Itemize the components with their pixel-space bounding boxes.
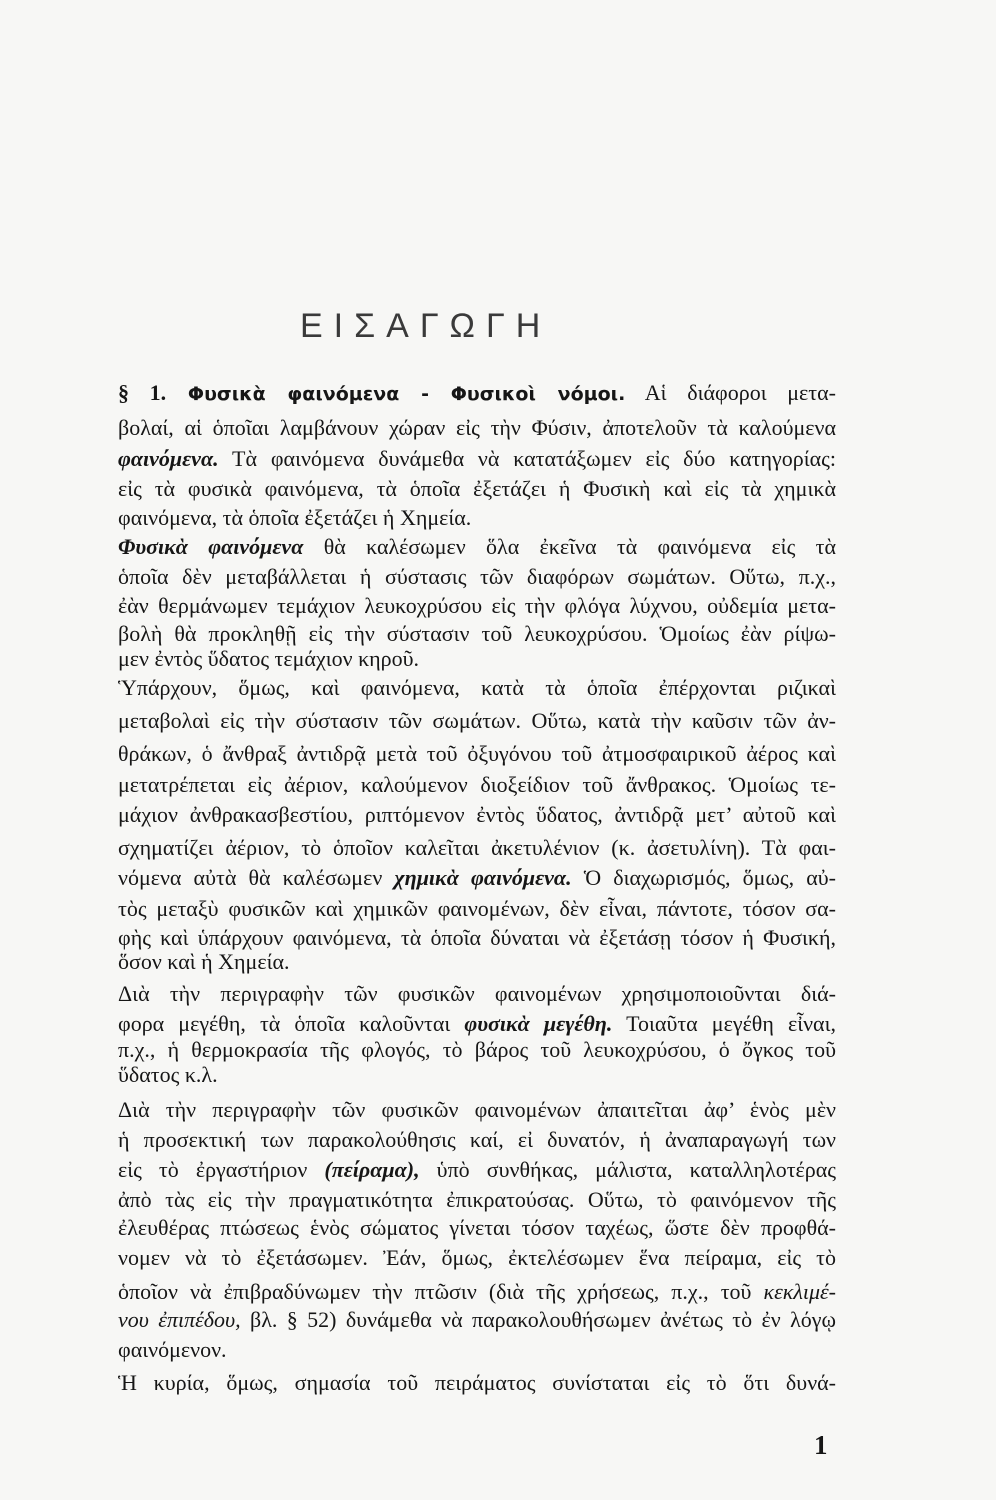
text-run: εἰς τὰ φυσικὰ φαινόμενα, τὰ ὁποῖα ἐξετάζει ἡ Φυσικὴ καὶ εἰς τὰ χημικὰ xyxy=(118,476,836,501)
text-run: ὅσον καὶ ἡ Χημεία. xyxy=(118,949,290,974)
text-run: ἐὰν θερμάνωμεν τεμάχιον λευκοχρύσου εἰς τὴν φλόγα λύχνου, οὐδεμία μετα- xyxy=(118,593,836,618)
text-run: Αἱ διάφοροι μετα- xyxy=(625,380,836,405)
text-run: ἐλευθέρας πτώσεως ἑνὸς σώματος γίνεται τόσον ταχέως, ὥστε δὲν προφθά- xyxy=(118,1215,836,1240)
text-run: θὰ καλέσωμεν ὅλα ἐκεῖνα τὰ φαινόμενα εἰς τὰ xyxy=(303,534,837,559)
text-run: θράκων, ὁ ἄνθραξ ἀντιδρᾷ μετὰ τοῦ ὀξυγόνου τοῦ ἀτμοσφαιρικοῦ ἀέρος καὶ xyxy=(118,741,836,766)
text-run: μετατρέπεται εἰς ἀέριον, καλούμενον διοξείδιον τοῦ ἄνθρακος. Ὁμοίως τε- xyxy=(118,772,836,797)
text-run: νομεν νὰ τὸ ἐξετάσωμεν. Ἐάν, ὅμως, ἐκτελέσωμεν ἕνα πείραμα, εἰς τὸ xyxy=(118,1245,836,1270)
section-number: § 1. xyxy=(118,380,167,405)
text-line xyxy=(118,1368,836,1398)
text-run: Τοιαῦτα μεγέθη εἶναι, xyxy=(612,1011,836,1036)
text-line xyxy=(118,706,836,736)
text-line xyxy=(118,591,836,621)
key-term: φυσικὰ μεγέθη. xyxy=(464,1011,613,1036)
text-line xyxy=(118,979,836,1009)
italic-term: νου ἐπιπέδου, xyxy=(118,1307,241,1332)
text-run: ἀπὸ τὰς εἰς τὴν πραγματικότητα ἐπικρατούσας. Οὕτω, τὸ φαινόμενον τῆς xyxy=(118,1187,836,1212)
text-run: φαινόμενα, τὰ ὁποῖα ἐξετάζει ἡ Χημεία. xyxy=(118,505,472,530)
key-term: φαινόμενα. xyxy=(118,446,219,471)
page-number: 1 xyxy=(814,1430,828,1460)
text-run: τὸς μεταξὺ φυσικῶν καὶ χημικῶν φαινομένων, δὲν εἶναι, πάντοτε, τόσον σα- xyxy=(118,896,836,921)
key-term: χημικὰ φαινόμενα. xyxy=(394,865,572,890)
text-line xyxy=(118,863,836,893)
text-run: Τὰ φαινόμενα δυνάμεθα νὰ κατατάξωμεν εἰς δύο κατηγορίας: xyxy=(218,446,836,471)
text-line xyxy=(118,673,836,703)
text-run: Ἡ κυρία, ὅμως, σημασία τοῦ πειράματος συνίσταται εἰς τὸ ὅτι δυνά- xyxy=(118,1370,836,1395)
text-line xyxy=(118,1305,836,1335)
key-term: Φυσικὰ φαινόμενα xyxy=(118,534,304,559)
text-line xyxy=(118,562,836,592)
text-line xyxy=(118,1125,836,1155)
text-line xyxy=(118,378,836,408)
text-line xyxy=(118,444,836,474)
text-line xyxy=(118,1060,836,1090)
text-run: βλ. § 52) δυνάμεθα νὰ παρακολουθήσωμεν ἀνέτως τὸ ἐν λόγῳ xyxy=(240,1307,836,1332)
text-line xyxy=(118,1185,836,1215)
text-line xyxy=(118,894,836,924)
text-line xyxy=(118,413,836,443)
text-line xyxy=(118,833,836,863)
text-run: εἰς τὸ ἐργαστήριον xyxy=(118,1157,325,1182)
text-line xyxy=(118,800,836,830)
text-run: ὁποῖα δὲν μεταβάλλεται ἡ σύστασις τῶν διαφόρων σωμάτων. Οὕτω, π.χ., xyxy=(118,564,836,589)
text-run: ὑπὸ συνθήκας, μάλιστα, καταλληλοτέρας xyxy=(419,1157,836,1182)
text-line xyxy=(118,503,836,533)
text-run: νόμενα αὐτὰ θὰ καλέσωμεν xyxy=(118,865,395,890)
text-run: βολαί, αἱ ὁποῖαι λαμβάνουν χώραν εἰς τὴν Φύσιν, ἀποτελοῦν τὰ καλούμενα xyxy=(118,415,836,440)
text-run: μάχιον ἀνθρακασβεστίου, ριπτόμενον ἐντὸς ὕδατος, ἀντιδρᾷ μετ’ αὐτοῦ καὶ xyxy=(118,802,836,827)
text-run: μεταβολαὶ εἰς τὴν σύστασιν τῶν σωμάτων. Οὕτω, κατὰ τὴν καῦσιν τῶν ἀν- xyxy=(118,708,836,733)
italic-term: κεκλιμέ- xyxy=(763,1279,836,1304)
text-run: φαινόμενον. xyxy=(118,1337,227,1362)
chapter-title: ΕΙΣΑΓΩΓΗ xyxy=(300,307,552,345)
text-run: μεν ἐντὸς ὕδατος τεμάχιον κηροῦ. xyxy=(118,646,420,671)
text-line xyxy=(118,1335,836,1365)
text-line xyxy=(118,474,836,504)
text-line xyxy=(118,770,836,800)
text-line xyxy=(118,1095,836,1125)
text-line xyxy=(118,532,836,562)
section-heading: Φυσικὰ φαινόμενα - Φυσικοὶ νόμοι. xyxy=(166,383,626,405)
text-line xyxy=(118,1155,836,1185)
text-run: ὕδατος κ.λ. xyxy=(118,1062,218,1087)
text-run: φορα μεγέθη, τὰ ὁποῖα καλοῦνται xyxy=(118,1011,465,1036)
text-run: Διὰ τὴν περιγραφὴν τῶν φυσικῶν φαινομένων χρησιμοποιοῦνται διά- xyxy=(118,981,836,1006)
text-run: φὴς καὶ ὑπάρχουν φαινόμενα, τὰ ὁποῖα δύναται νὰ ἐξετάσῃ τόσον ἡ Φυσική, xyxy=(118,925,836,950)
text-run: ἡ προσεκτική των παρακολούθησις καί, εἰ δυνατόν, ἡ ἀναπαραγωγή των xyxy=(118,1127,836,1152)
text-run: σχηματίζει ἀέριον, τὸ ὁποῖον καλεῖται ἀκετυλένιον (κ. ἀσετυλίνη). Τὰ φαι- xyxy=(118,835,836,860)
text-run: Ὑπάρχουν, ὅμως, καὶ φαινόμενα, κατὰ τὰ ὁποῖα ἐπέρχονται ριζικαὶ xyxy=(118,675,836,700)
text-line xyxy=(118,1277,836,1307)
text-run: ὁποῖον νὰ ἐπιβραδύνωμεν τὴν πτῶσιν (διὰ τῆς χρήσεως, π.χ., τοῦ xyxy=(118,1279,764,1304)
text-run: Ὁ διαχωρισμός, ὅμως, αὐ- xyxy=(571,865,836,890)
text-line xyxy=(118,947,836,977)
text-line xyxy=(118,1243,836,1273)
text-run: Διὰ τὴν περιγραφὴν τῶν φυσικῶν φαινομένων ἀπαιτεῖται ἀφ’ ἑνὸς μὲν xyxy=(118,1097,836,1122)
text-line xyxy=(118,739,836,769)
key-term: (πείραμα), xyxy=(324,1157,420,1182)
text-line xyxy=(118,1213,836,1243)
text-run: βολὴ θὰ προκληθῇ εἰς τὴν σύστασιν τοῦ λευκοχρύσου. Ὁμοίως ἐὰν ρίψω- xyxy=(118,621,836,646)
text-run: π.χ., ἡ θερμοκρασία τῆς φλογός, τὸ βάρος τοῦ λευκοχρύσου, ὁ ὄγκος τοῦ xyxy=(118,1037,836,1062)
text-line xyxy=(118,644,836,674)
